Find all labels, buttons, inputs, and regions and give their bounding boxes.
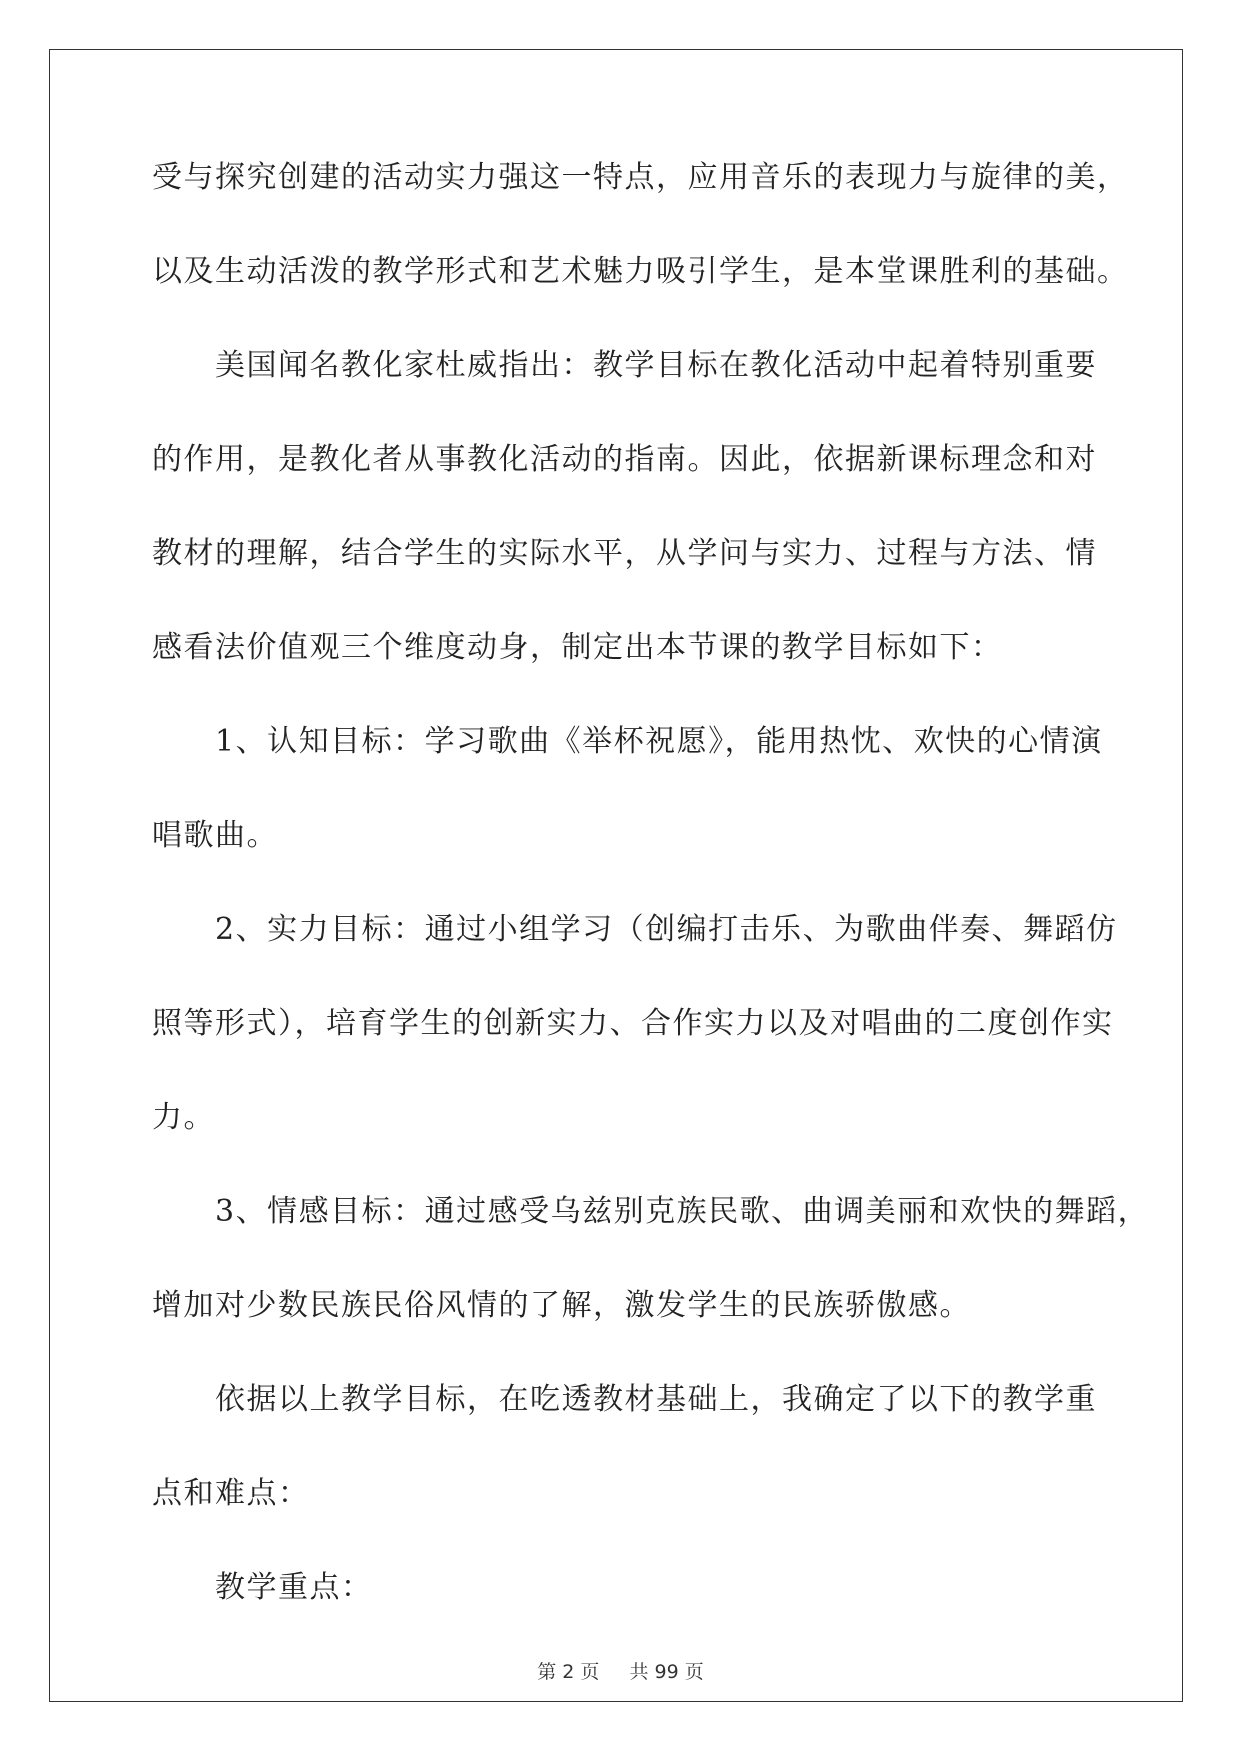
text-line: 增加对少数民族民俗风情的了解，激发学生的民族骄傲感。 — [152, 1288, 971, 1323]
text-line: 点和难点： — [152, 1476, 310, 1511]
text-line: 的作用，是教化者从事教化活动的指南。因此，依据新课标理念和对 — [152, 442, 1097, 477]
text-line: 1、认知目标：学习歌曲《举杯祝愿》，能用热忱、欢快的心情演 — [215, 724, 1103, 759]
page-number: 第 2 页 — [537, 1661, 600, 1683]
page-border — [49, 49, 1183, 1702]
text-line: 美国闻名教化家杜威指出：教学目标在教化活动中起着特别重要 — [215, 348, 1097, 383]
text-line: 受与探究创建的活动实力强这一特点，应用音乐的表现力与旋律的美， — [152, 160, 1129, 195]
text-line: 唱歌曲。 — [152, 818, 278, 853]
page-footer — [0, 1657, 1241, 1684]
text-line: 2、实力目标：通过小组学习（创编打击乐、为歌曲伴奏、舞蹈仿 — [215, 912, 1118, 947]
text-line: 3、情感目标：通过感受乌兹别克族民歌、曲调美丽和欢快的舞蹈， — [215, 1194, 1150, 1229]
text-line: 力。 — [152, 1100, 215, 1135]
text-line: 教学重点： — [215, 1570, 373, 1605]
text-line: 依据以上教学目标，在吃透教材基础上，我确定了以下的教学重 — [215, 1382, 1097, 1417]
text-line: 以及生动活泼的教学形式和艺术魅力吸引学生，是本堂课胜利的基础。 — [152, 254, 1129, 289]
text-line: 感看法价值观三个维度动身，制定出本节课的教学目标如下： — [152, 630, 1003, 665]
text-line: 照等形式），培育学生的创新实力、合作实力以及对唱曲的二度创作实 — [152, 1006, 1114, 1041]
page-total: 共 99 页 — [629, 1661, 704, 1683]
text-line: 教材的理解，结合学生的实际水平，从学问与实力、过程与方法、情 — [152, 536, 1097, 571]
